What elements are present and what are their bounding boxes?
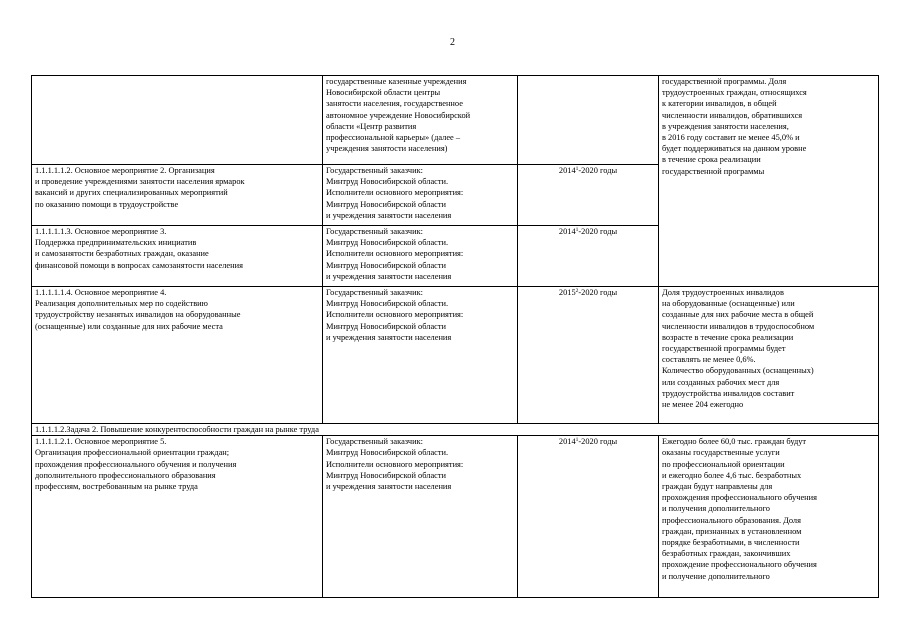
result-line: не менее 204 ежегодно: [662, 400, 744, 410]
period-end: -2020 годы: [578, 227, 618, 236]
period-text: [521, 165, 655, 176]
result-line: возрасте в течение срока реализации: [662, 332, 794, 342]
period-end: -2020 годы: [578, 437, 618, 447]
result-line: в течение срока реализации: [662, 155, 761, 165]
activity-line: Поддержка предпринимательских инициатив: [35, 238, 197, 248]
result-line: составлять не менее 0,6%.: [662, 355, 756, 365]
result-line: государственной программы: [662, 166, 765, 176]
task-heading-cell: [32, 424, 879, 436]
executor-cell: [323, 436, 518, 598]
activity-line: и самозанятости безработных граждан, оказание: [35, 249, 209, 259]
executor-cell: [323, 76, 518, 165]
result-line: профессионального образования. Доля: [662, 515, 801, 525]
activity-line: профессиям, востребованным на рынке труда: [35, 482, 198, 492]
activity-line: прохождения профессионального обучения и получения: [35, 459, 237, 469]
period-start-year: 2014: [558, 166, 576, 175]
footnote-mark: 1: [575, 437, 579, 444]
footnote-mark: 1: [575, 166, 579, 172]
table-row: [32, 287, 879, 424]
result-line: граждан, признанных в установленном: [662, 526, 802, 536]
executor-line: Минтруд Новосибирской области.: [326, 238, 449, 248]
activity-cell: [32, 165, 323, 226]
executor-line: Исполнители основного мероприятия:: [326, 249, 464, 259]
result-line: к категории инвалидов, в общей: [662, 99, 777, 109]
activity-line: Организация профессиональной ориентации граждан;: [35, 448, 230, 458]
activity-line: и проведение учреждениями занятости населения ярмарок: [35, 177, 245, 187]
activity-cell: [32, 287, 323, 424]
executor-line: области «Центр развития: [326, 121, 417, 131]
period-cell: [518, 165, 659, 226]
result-line: прохождения профессионального обучения: [662, 493, 817, 503]
executor-line: автономное учреждение Новосибирской: [326, 110, 471, 120]
table-row: [32, 436, 879, 598]
executor-line: Государственный заказчик:: [326, 437, 424, 447]
period-text: [521, 436, 655, 447]
table-row: [32, 424, 879, 436]
executor-line: государственные казенные учреждения: [326, 77, 467, 86]
result-line: государственной программы будет: [662, 344, 786, 354]
executor-line: Минтруд Новосибирской области: [326, 260, 447, 270]
period-start-year: 2014: [558, 227, 576, 236]
result-line: Ежегодно более 60,0 тыс. граждан будут: [662, 437, 807, 447]
result-line: и ежегодно более 4,6 тыс. безработных: [662, 470, 802, 480]
result-line: порядке безработными, в численности: [662, 538, 800, 548]
result-line: по профессиональной ориентации: [662, 459, 785, 469]
executor-cell: [323, 287, 518, 424]
activity-line: вакансий и других специализированных мероприятий: [35, 188, 228, 198]
executor-line: Минтруд Новосибирской области: [326, 199, 447, 209]
executor-line: занятости населения, государственное: [326, 99, 463, 109]
executor-line: Исполнители основного мероприятия:: [326, 459, 464, 469]
activity-line: (оснащенные) или созданные для них рабочие места: [35, 321, 223, 331]
executor-line: Минтруд Новосибирской области.: [326, 177, 449, 187]
result-line: граждан будут направлены для: [662, 482, 773, 492]
result-line: трудоустроенных граждан, относящихся: [662, 88, 807, 98]
executor-line: Минтруд Новосибирской области.: [326, 448, 449, 458]
executor-line: учреждения занятости населения): [326, 144, 448, 154]
executor-line: профессиональной карьеры» (далее –: [326, 133, 461, 143]
result-cell: [659, 436, 879, 598]
executor-line: и учреждения занятости населения: [326, 482, 452, 492]
activity-line: по оказанию помощи в трудоустройстве: [35, 199, 179, 209]
result-line: безработных граждан, закончивших: [662, 549, 791, 559]
executor-line: Минтруд Новосибирской области: [326, 470, 447, 480]
activity-line: 1.1.1.1.1.2. Основное мероприятие 2. Организация: [35, 166, 215, 175]
footnote-mark: 1: [575, 227, 579, 233]
activity-line: финансовой помощи в вопросах самозанятости населения: [35, 260, 243, 270]
result-cell: [659, 287, 879, 424]
result-line: государственной программы. Доля: [662, 77, 787, 86]
footnote-mark: 2: [575, 288, 579, 294]
activity-cell: [32, 436, 323, 598]
result-line: в 2016 году составит не менее 45,0% и: [662, 133, 800, 143]
activity-cell: [32, 76, 323, 165]
result-line: и получения дополнительного: [662, 504, 770, 514]
executor-line: Государственный заказчик:: [326, 288, 424, 297]
activity-line: Реализация дополнительных мер по содействию: [35, 299, 208, 309]
executor-line: Исполнители основного мероприятия:: [326, 188, 464, 198]
result-line: Доля трудоустроенных инвалидов: [662, 288, 784, 297]
activity-line: дополнительного профессионального образования: [35, 470, 216, 480]
activity-line: 1.1.1.1.1.3. Основное мероприятие 3.: [35, 227, 167, 236]
result-line: оказаны государственные услуги: [662, 448, 780, 458]
result-line: численности инвалидов, обратившихся: [662, 110, 803, 120]
period-end: -2020 годы: [578, 288, 618, 297]
period-cell: [518, 436, 659, 598]
result-line: численности инвалидов в трудоспособном: [662, 321, 815, 331]
executor-line: Новосибирской области центры: [326, 88, 441, 98]
result-cell: [659, 76, 879, 287]
result-line: трудоустройства инвалидов составит: [662, 388, 795, 398]
result-line: или созданных рабочих мест для: [662, 377, 780, 387]
executor-line: Государственный заказчик:: [326, 166, 424, 175]
period-cell: [518, 76, 659, 165]
executor-line: Минтруд Новосибирской области: [326, 321, 447, 331]
program-activities-table: [31, 75, 879, 598]
result-line: прохождение профессионального обучения: [662, 560, 817, 570]
table-row: [32, 76, 879, 165]
result-line: в учреждения занятости населения,: [662, 121, 789, 131]
period-end: -2020 годы: [578, 166, 618, 175]
period-start-year: 2014: [558, 437, 576, 447]
executor-line: Исполнители основного мероприятия:: [326, 310, 464, 320]
result-line: Количество оборудованных (оснащенных): [662, 366, 814, 376]
executor-line: и учреждения занятости населения: [326, 332, 452, 342]
period-cell: [518, 226, 659, 287]
result-line: созданные для них рабочие места в общей: [662, 310, 814, 320]
period-text: [521, 226, 655, 237]
page-number: 2: [450, 37, 455, 48]
period-text: [521, 287, 655, 298]
result-line: и получение дополнительного: [662, 571, 770, 581]
activity-cell: [32, 226, 323, 287]
period-start-year: 2015: [558, 288, 576, 297]
executor-line: Государственный заказчик:: [326, 227, 424, 236]
executor-cell: [323, 226, 518, 287]
result-line: на оборудованные (оснащенные) или: [662, 299, 795, 309]
executor-line: и учреждения занятости населения: [326, 210, 452, 220]
period-cell: [518, 287, 659, 424]
executor-cell: [323, 165, 518, 226]
activity-line: 1.1.1.1.2.1. Основное мероприятие 5.: [35, 437, 167, 447]
activity-line: трудоустройству незанятых инвалидов на оборудованные: [35, 310, 241, 320]
activity-line: 1.1.1.1.1.4. Основное мероприятие 4.: [35, 288, 167, 297]
executor-line: и учреждения занятости населения: [326, 271, 452, 281]
task-heading: 1.1.1.1.2.Задача 2. Повышение конкурентоспособности граждан на рынке труда: [35, 425, 319, 434]
result-line: будет поддерживаться на данном уровне: [662, 144, 807, 154]
executor-line: Минтруд Новосибирской области.: [326, 299, 449, 309]
